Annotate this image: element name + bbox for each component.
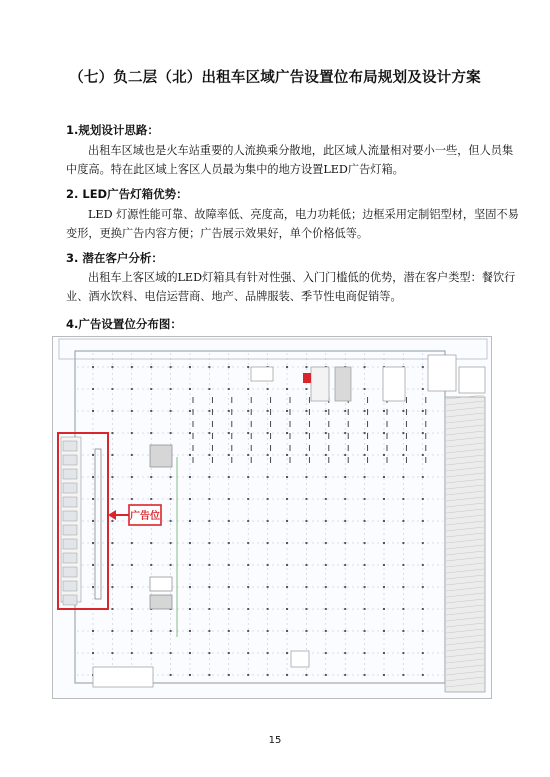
column-dot <box>228 454 230 456</box>
column-dot <box>131 454 133 456</box>
section-3-heading: 3. 潜在客户分析： <box>66 251 163 265</box>
column-dot <box>305 432 307 434</box>
column-dot <box>286 542 288 544</box>
column-dot <box>325 498 327 500</box>
column-dot <box>170 652 172 654</box>
column-dot <box>383 410 385 412</box>
column-dot <box>267 388 269 390</box>
column-dot <box>422 432 424 434</box>
column-dot <box>131 586 133 588</box>
column-dot <box>422 366 424 368</box>
column-dot <box>364 542 366 544</box>
column-dot <box>208 476 210 478</box>
stall-cell <box>63 455 77 465</box>
column-dot <box>422 454 424 456</box>
column-dot <box>208 652 210 654</box>
column-dot <box>228 432 230 434</box>
column-dot <box>325 652 327 654</box>
column-dot <box>344 542 346 544</box>
column-dot <box>422 586 424 588</box>
column-dot <box>92 586 94 588</box>
column-dot <box>305 586 307 588</box>
column-dot <box>325 542 327 544</box>
stall-cell <box>63 525 77 535</box>
column-dot <box>170 410 172 412</box>
column-dot <box>170 630 172 632</box>
column-dot <box>286 388 288 390</box>
column-dot <box>344 520 346 522</box>
column-dot <box>247 366 249 368</box>
column-dot <box>325 410 327 412</box>
column-dot <box>228 586 230 588</box>
column-dot <box>228 410 230 412</box>
column-dot <box>383 652 385 654</box>
column-dot <box>286 564 288 566</box>
column-dot <box>189 410 191 412</box>
column-dot <box>286 520 288 522</box>
column-dot <box>402 410 404 412</box>
column-dot <box>267 520 269 522</box>
column-dot <box>325 586 327 588</box>
column-dot <box>228 564 230 566</box>
column-dot <box>131 630 133 632</box>
column-dot <box>92 520 94 522</box>
column-dot <box>228 388 230 390</box>
column-dot <box>170 542 172 544</box>
column-dot <box>422 410 424 412</box>
column-dot <box>208 542 210 544</box>
section-1-body <box>66 141 514 179</box>
column-dot <box>344 586 346 588</box>
column-dot <box>286 432 288 434</box>
room-center-2 <box>150 577 172 591</box>
column-dot <box>150 410 152 412</box>
column-dot <box>111 608 113 610</box>
column-dot <box>92 476 94 478</box>
section-4-heading: 4.广告设置位分布图： <box>66 317 182 331</box>
column-dot <box>189 674 191 676</box>
column-dot <box>286 608 288 610</box>
column-dot <box>402 586 404 588</box>
led-lightbox-row <box>95 449 101 599</box>
column-dot <box>364 564 366 566</box>
room-bottom-1 <box>93 667 153 687</box>
column-dot <box>383 432 385 434</box>
column-dot <box>131 564 133 566</box>
column-dot <box>402 432 404 434</box>
column-dot <box>150 542 152 544</box>
column-dot <box>189 388 191 390</box>
column-dot <box>422 630 424 632</box>
column-dot <box>325 454 327 456</box>
room-top-2 <box>311 367 329 401</box>
column-dot <box>131 608 133 610</box>
column-dot <box>383 520 385 522</box>
column-dot <box>402 542 404 544</box>
section-2-line-1: LED 灯源性能可靠、故障率低、亮度高，电力功耗低；边框采用定制铝型材，坚固不易 <box>88 208 519 221</box>
top-corridor <box>59 339 487 359</box>
column-dot <box>247 674 249 676</box>
column-dot <box>305 476 307 478</box>
column-dot <box>286 476 288 478</box>
column-dot <box>286 366 288 368</box>
column-dot <box>92 410 94 412</box>
column-dot <box>383 630 385 632</box>
column-dot <box>228 498 230 500</box>
column-dot <box>402 608 404 610</box>
column-dot <box>92 454 94 456</box>
column-dot <box>402 498 404 500</box>
room-top-4 <box>383 367 405 401</box>
column-dot <box>383 454 385 456</box>
column-dot <box>267 410 269 412</box>
column-dot <box>228 630 230 632</box>
column-dot <box>422 652 424 654</box>
column-dot <box>92 498 94 500</box>
column-dot <box>208 454 210 456</box>
column-dot <box>305 608 307 610</box>
column-dot <box>305 520 307 522</box>
column-dot <box>286 454 288 456</box>
column-dot <box>267 564 269 566</box>
column-dot <box>305 388 307 390</box>
column-dot <box>286 630 288 632</box>
section-1-heading: 1.规划设计思路： <box>66 123 159 137</box>
column-dot <box>402 564 404 566</box>
room-bottom-2 <box>291 651 309 667</box>
column-dot <box>111 652 113 654</box>
column-dot <box>267 432 269 434</box>
column-dot <box>402 520 404 522</box>
arrow-head <box>108 510 116 520</box>
column-dot <box>208 432 210 434</box>
column-dot <box>170 366 172 368</box>
column-dot <box>189 630 191 632</box>
column-dot <box>189 564 191 566</box>
column-dot <box>286 410 288 412</box>
column-dot <box>267 542 269 544</box>
section-1-line-1: 出租车区域也是火车站重要的人流换乘分散地，此区域人流量相对要小一些，但人员集 <box>88 144 514 157</box>
column-dot <box>305 498 307 500</box>
column-dot <box>383 542 385 544</box>
section-3-body <box>66 268 516 306</box>
column-dot <box>92 652 94 654</box>
column-dot <box>422 564 424 566</box>
column-dot <box>383 498 385 500</box>
column-dot <box>247 630 249 632</box>
column-dot <box>111 586 113 588</box>
column-dot <box>150 652 152 654</box>
column-dot <box>422 520 424 522</box>
stall-cell <box>63 553 77 563</box>
column-dot <box>170 432 172 434</box>
column-dot <box>422 542 424 544</box>
column-dot <box>344 476 346 478</box>
section-2-heading: 2. LED广告灯箱优势： <box>66 187 188 201</box>
page-number: 15 <box>268 735 282 746</box>
column-dot <box>364 476 366 478</box>
column-dot <box>189 366 191 368</box>
column-dot <box>364 608 366 610</box>
column-dot <box>150 388 152 390</box>
floor-plan-svg <box>53 337 491 698</box>
column-dot <box>402 476 404 478</box>
column-dot <box>228 366 230 368</box>
column-dot <box>111 520 113 522</box>
column-dot <box>286 586 288 588</box>
column-dot <box>325 520 327 522</box>
column-dot <box>247 652 249 654</box>
room-top-right-2 <box>459 367 485 393</box>
stall-cell <box>63 567 77 577</box>
section-1-line-2: 中度高。特在此区域上客区人员最为集中的地方设置LED广告灯箱。 <box>66 163 404 176</box>
column-dot <box>305 366 307 368</box>
column-dot <box>402 630 404 632</box>
column-dot <box>131 542 133 544</box>
column-dot <box>150 476 152 478</box>
section-3-line-2: 业、酒水饮料、电信运营商、地产、品牌服装、季节性电商促销等。 <box>66 290 402 303</box>
column-dot <box>170 388 172 390</box>
column-dot <box>247 608 249 610</box>
column-dot <box>364 652 366 654</box>
column-dot <box>170 498 172 500</box>
column-dot <box>305 674 307 676</box>
column-dot <box>325 476 327 478</box>
column-dot <box>344 564 346 566</box>
room-center-3 <box>150 595 172 609</box>
column-dot <box>344 432 346 434</box>
column-dot <box>131 652 133 654</box>
column-dot <box>92 564 94 566</box>
column-dot <box>305 454 307 456</box>
column-dot <box>422 608 424 610</box>
column-dot <box>208 498 210 500</box>
callout-label: 广告位 <box>130 511 160 522</box>
stall-cell <box>63 595 77 605</box>
column-dot <box>383 586 385 588</box>
column-dot <box>208 410 210 412</box>
column-dot <box>344 630 346 632</box>
column-dot <box>383 476 385 478</box>
column-dot <box>208 586 210 588</box>
column-dot <box>422 498 424 500</box>
column-dot <box>247 586 249 588</box>
column-dot <box>228 520 230 522</box>
column-dot <box>286 498 288 500</box>
column-dot <box>325 564 327 566</box>
column-dot <box>344 410 346 412</box>
column-dot <box>422 674 424 676</box>
column-dot <box>150 432 152 434</box>
column-dot <box>228 674 230 676</box>
column-dot <box>111 476 113 478</box>
column-dot <box>208 366 210 368</box>
column-dot <box>383 564 385 566</box>
column-dot <box>247 410 249 412</box>
column-dot <box>111 410 113 412</box>
floor-plan-diagram <box>52 336 492 699</box>
column-dot <box>267 652 269 654</box>
column-dot <box>170 564 172 566</box>
column-dot <box>131 476 133 478</box>
column-dot <box>325 674 327 676</box>
column-dot <box>267 586 269 588</box>
column-dot <box>247 432 249 434</box>
column-dot <box>364 630 366 632</box>
column-dot <box>111 498 113 500</box>
room-top-3 <box>335 367 351 401</box>
column-dot <box>92 630 94 632</box>
column-dot <box>267 630 269 632</box>
section-2-body <box>66 205 519 243</box>
stall-cell <box>63 511 77 521</box>
column-dot <box>364 410 366 412</box>
column-dot <box>344 454 346 456</box>
column-dot <box>305 564 307 566</box>
column-dot <box>247 388 249 390</box>
column-dot <box>111 388 113 390</box>
column-dot <box>92 366 94 368</box>
column-dot <box>131 366 133 368</box>
column-dot <box>111 454 113 456</box>
column-dot <box>170 520 172 522</box>
column-dot <box>402 652 404 654</box>
column-dot <box>111 432 113 434</box>
column-dot <box>364 388 366 390</box>
column-dot <box>402 674 404 676</box>
column-dot <box>131 388 133 390</box>
column-dot <box>111 564 113 566</box>
column-dot <box>228 652 230 654</box>
column-dot <box>344 652 346 654</box>
column-dot <box>422 388 424 390</box>
column-dot <box>305 410 307 412</box>
column-dot <box>208 608 210 610</box>
column-dot <box>364 366 366 368</box>
column-dot <box>247 454 249 456</box>
column-dot <box>305 542 307 544</box>
room-center-1 <box>150 445 172 467</box>
column-dot <box>247 498 249 500</box>
section-2-line-2: 变形，更换广告内容方便；广告展示效果好，单个价格低等。 <box>66 227 369 240</box>
stall-cell <box>63 539 77 549</box>
column-dot <box>170 476 172 478</box>
column-dot <box>267 454 269 456</box>
column-dot <box>344 498 346 500</box>
column-dot <box>150 630 152 632</box>
column-dot <box>189 498 191 500</box>
column-dot <box>150 498 152 500</box>
column-dot <box>150 564 152 566</box>
column-dot <box>111 366 113 368</box>
column-dot <box>402 454 404 456</box>
column-dot <box>383 608 385 610</box>
column-dot <box>267 476 269 478</box>
column-dot <box>189 432 191 434</box>
column-dot <box>325 608 327 610</box>
column-dot <box>364 674 366 676</box>
column-dot <box>228 608 230 610</box>
column-dot <box>170 674 172 676</box>
column-dot <box>131 498 133 500</box>
column-dot <box>189 476 191 478</box>
right-hatched-zone <box>445 397 485 692</box>
column-dot <box>247 542 249 544</box>
column-dot <box>131 410 133 412</box>
column-dot <box>189 520 191 522</box>
column-dot <box>208 564 210 566</box>
column-dot <box>325 432 327 434</box>
red-marker-top <box>303 373 311 383</box>
column-dot <box>364 586 366 588</box>
column-dot <box>364 520 366 522</box>
column-dot <box>228 476 230 478</box>
stall-cell <box>63 581 77 591</box>
column-dot <box>305 630 307 632</box>
column-dot <box>267 674 269 676</box>
column-dot <box>150 366 152 368</box>
column-dot <box>92 388 94 390</box>
column-dot <box>131 432 133 434</box>
column-dot <box>422 476 424 478</box>
column-dot <box>267 498 269 500</box>
column-dot <box>189 652 191 654</box>
column-dot <box>364 432 366 434</box>
column-dot <box>189 542 191 544</box>
column-dot <box>383 674 385 676</box>
column-dot <box>344 608 346 610</box>
column-dot <box>111 630 113 632</box>
column-dot <box>325 630 327 632</box>
column-dot <box>189 454 191 456</box>
stall-cell <box>63 469 77 479</box>
column-dot <box>228 542 230 544</box>
column-dot <box>364 498 366 500</box>
column-dot <box>208 674 210 676</box>
column-dot <box>247 520 249 522</box>
column-dot <box>92 542 94 544</box>
column-dot <box>286 674 288 676</box>
column-dot <box>267 608 269 610</box>
column-dot <box>189 608 191 610</box>
section-3-line-1: 出租车上客区域的LED灯箱具有针对性强、入门门槛低的优势，潜在客户类型：餐饮行 <box>88 271 516 284</box>
column-dot <box>344 674 346 676</box>
room-top-1 <box>251 367 273 381</box>
column-dot <box>208 388 210 390</box>
column-dot <box>364 454 366 456</box>
page-title: （七）负二层（北）出租车区域广告设置位布局规划及设计方案 <box>69 70 481 86</box>
column-dot <box>286 652 288 654</box>
stall-cell <box>63 441 77 451</box>
room-top-right <box>428 355 456 391</box>
column-dot <box>208 630 210 632</box>
column-dot <box>247 476 249 478</box>
column-dot <box>189 586 191 588</box>
column-dot <box>208 520 210 522</box>
stall-cell <box>63 497 77 507</box>
column-dot <box>247 564 249 566</box>
column-dot <box>111 542 113 544</box>
stall-cell <box>63 483 77 493</box>
